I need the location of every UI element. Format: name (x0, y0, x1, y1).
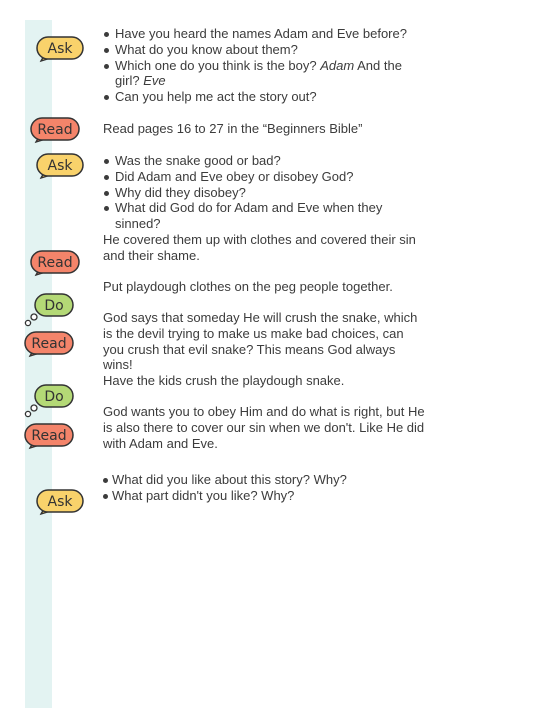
ask-bubble-icon (36, 35, 84, 65)
do-label: Do (44, 389, 64, 405)
read-label: Read (37, 255, 73, 271)
ask-label: Ask (47, 494, 73, 510)
list-item: Was the snake good or bad? (103, 153, 428, 169)
playdough-paragraph: Put playdough clothes on the peg people together. (103, 279, 393, 294)
covered-paragraph: He covered them up with clothes and covered their sin and their shame. (103, 232, 416, 263)
crush-paragraph: God says that someday He will crush the snake, which is the devil trying to make us make bad choices, can you crush that evil snake? This means God always wins! (103, 310, 418, 373)
obey-paragraph: God wants you to obey Him and do what is right, but He is also there to cover our sin when we don't. Like He did with Adam and Eve. (103, 404, 425, 451)
story-questions-list (103, 153, 428, 232)
list-item: Did Adam and Eve obey or disobey God? (103, 169, 428, 185)
read-label: Read (37, 122, 73, 138)
read-bubble-icon (30, 116, 80, 146)
list-item: What did you like about this story? Why? (103, 472, 428, 488)
read-bubble-icon (30, 249, 80, 279)
read-bubble-icon (24, 422, 74, 452)
list-item: Which one do you think is the boy? Adam And the girl? Eve (103, 58, 428, 90)
list-item: What do you know about them? (103, 42, 428, 58)
read-bubble-icon (24, 330, 74, 360)
kids-paragraph: Have the kids crush the playdough snake. (103, 373, 345, 388)
list-item: Why did they disobey? (103, 185, 428, 201)
list-item: What did God do for Adam and Eve when they sinned? (103, 200, 428, 232)
answer-text: Adam (320, 57, 355, 73)
ask-label: Ask (47, 41, 73, 57)
list-item: What part didn't you like? Why? (103, 488, 428, 504)
read-label: Read (31, 428, 67, 444)
ask-bubble-icon (36, 152, 84, 182)
list-item: Have you heard the names Adam and Eve before? (103, 26, 428, 42)
list-item: Can you help me act the story out? (103, 89, 428, 105)
ask-bubble-icon (36, 488, 84, 518)
ask-label: Ask (47, 158, 73, 174)
do-label: Do (44, 298, 64, 314)
read-label: Read (31, 336, 67, 352)
reflection-questions-list (103, 472, 428, 504)
do-thought-bubble-icon (24, 383, 76, 419)
answer-text: Eve (143, 73, 166, 89)
read-instruction: Read pages 16 to 27 in the “Beginners Bible” (103, 121, 363, 136)
intro-questions-list (103, 26, 428, 105)
do-thought-bubble-icon (24, 292, 76, 328)
